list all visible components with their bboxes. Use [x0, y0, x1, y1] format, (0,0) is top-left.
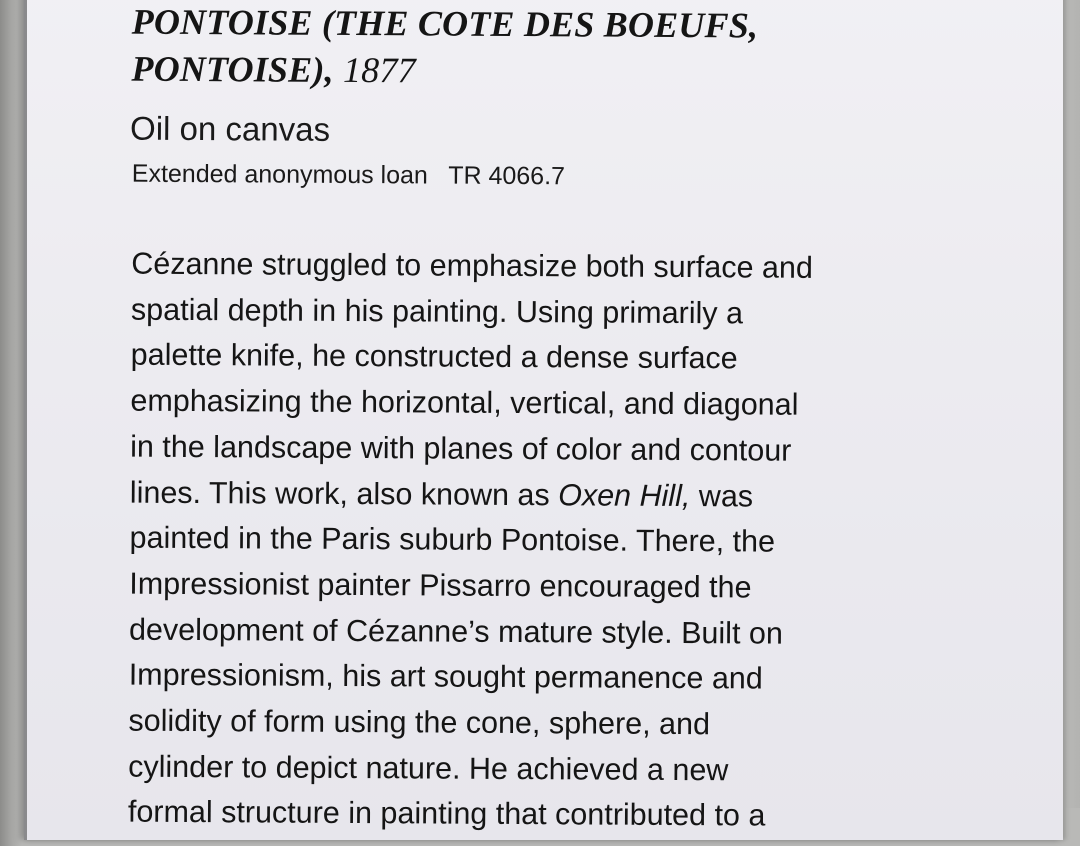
description-line: spatial depth in his painting. Using primarily a: [130, 292, 744, 331]
description-line: emphasizing the horizontal, vertical, and diagonal: [130, 383, 799, 422]
description-line: Impressionism, his art sought permanence and: [128, 657, 763, 696]
label-content: [22, 0, 1063, 846]
artwork-title: [131, 0, 1012, 98]
description-line-start: lines. This work, also known as: [129, 475, 559, 512]
description-line: Impressionist painter Pissarro encouraged the: [129, 566, 752, 605]
description-line-with-italic: [130, 470, 1010, 521]
description-line: formal structure in painting that contributed to a: [127, 795, 766, 833]
description-line: development of Cézanne’s mature style. Built on: [128, 612, 783, 651]
credit-line: Extended anonymous loan TR 4066.7: [131, 159, 566, 191]
alternate-title: Oxen Hill,: [558, 477, 691, 513]
description-line: painted in the Paris suburb Pontoise. There, the: [129, 520, 776, 559]
description-text: [128, 242, 1012, 842]
title-line-2: PONTOISE),: [131, 48, 334, 90]
museum-wall-label: [24, 0, 1063, 840]
description-line-end: was: [690, 478, 754, 513]
description-line: Cézanne struggled to emphasize both surface and: [131, 246, 813, 285]
title-line-1: PONTOISE (THE COTE DES BOEUFS,: [131, 1, 759, 46]
artwork-year: 1877: [333, 49, 416, 91]
description-line: palette knife, he constructed a dense surface: [130, 338, 738, 376]
artwork-medium: Oil on canvas: [129, 109, 331, 148]
description-line: cylinder to depict nature. He achieved a new: [128, 749, 729, 788]
description-line: in the landscape with planes of color and contour: [130, 429, 792, 468]
description-line: solidity of form using the cone, sphere, and: [128, 703, 711, 742]
